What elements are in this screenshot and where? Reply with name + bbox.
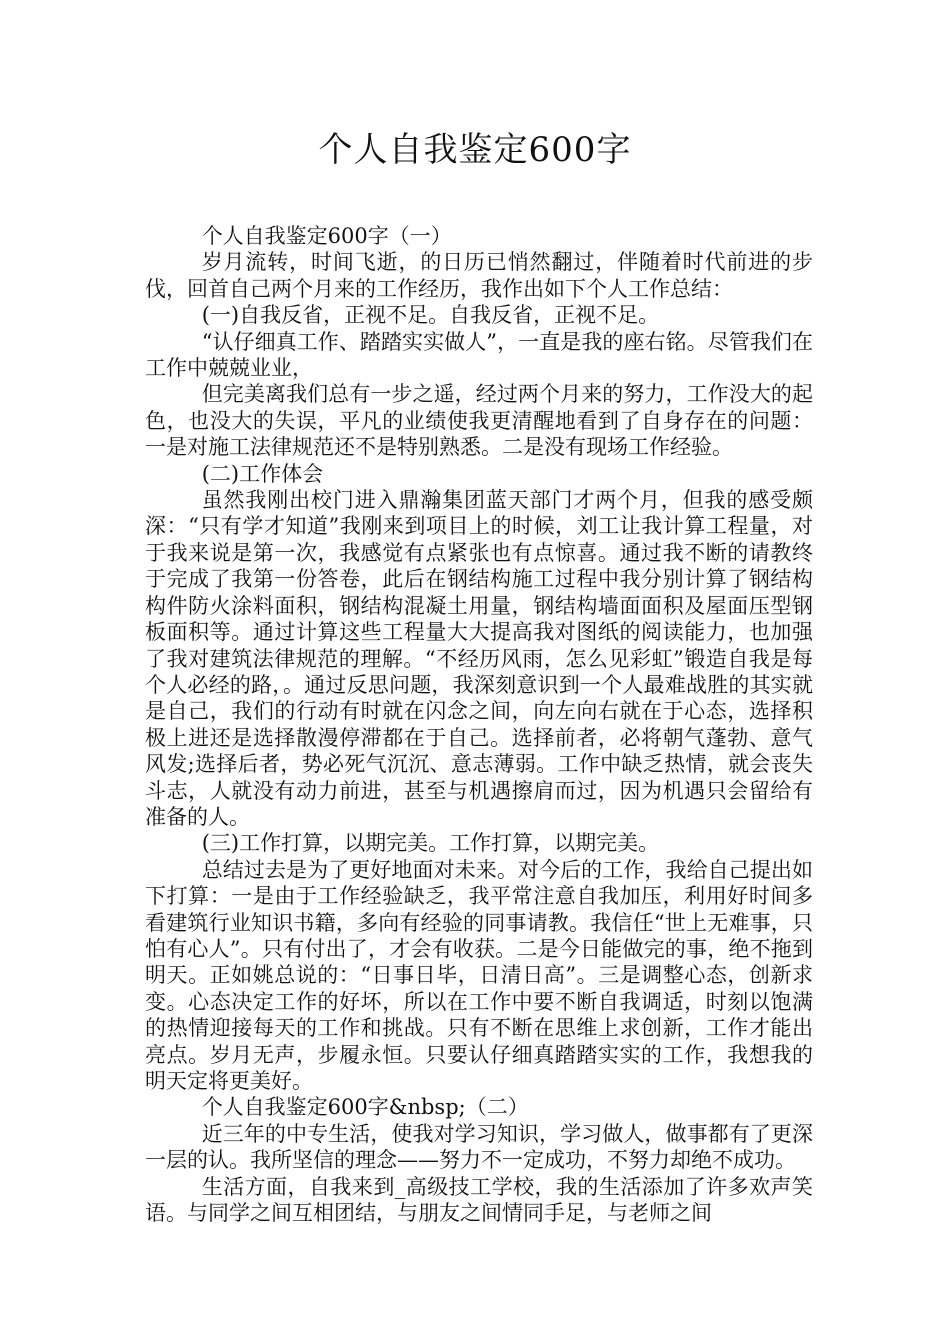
body-paragraph: 总结过去是为了更好地面对未来。对今后的工作，我给自己提出如下打算：一是由于工作经验缺乏，我平常注意自我加压，利用好时间多看建筑行业知识书籍，多向有经验的同事请教。我信任“世上无难事，只怕有心人”。只有付出了，才会有收获。二是今日能做完的事，绝不拖到明天。正如姚总说的：“日事日毕，日清日高”。三是调整心态，创新求变。心态决定工作的好坏，所以在工作中要不断自我调适，时刻以饱满的热情迎接每天的工作和挑战。只有不断在思维上求创新，工作才能出亮点。岁月无声，步履永恒。只要认仔细真踏踏实实的工作，我想我的明天定将更美好。: [145, 857, 813, 1093]
body-paragraph: 岁月流转，时间飞逝，的日历已悄然翻过，伴随着时代前进的步伐，回首自己两个月来的工作经历，我作出如下个人工作总结：: [145, 250, 813, 301]
body-paragraph: 但完美离我们总有一步之遥，经过两个月来的努力，工作没大的起色，也没大的失误，平凡的业绩使我更清醒地看到了自身存在的问题：一是对施工法律规范还不是特别熟悉。二是没有现场工作经验。: [145, 382, 813, 460]
section-heading-one: 个人自我鉴定600字（一）: [201, 224, 452, 248]
subsection-heading: (二)工作体会: [201, 461, 324, 486]
subsection-heading: (一)自我反省，正视不足。自我反省，正视不足。: [201, 303, 660, 328]
subsection-heading: (三)工作打算，以期完美。工作打算，以期完美。: [201, 831, 660, 856]
body-paragraph: 生活方面，自我来到_高级技工学校，我的生活添加了许多欢声笑语。与同学之间互相团结，与朋友之间情同手足，与老师之间: [145, 1174, 813, 1226]
body-paragraph: “认仔细真工作、踏踏实实做人”，一直是我的座右铭。尽管我们在工作中兢兢业业，: [145, 329, 813, 381]
section-heading-two: 个人自我鉴定600字&nbsp;（二）: [201, 1095, 529, 1120]
body-paragraph: 虽然我刚出校门进入鼎瀚集团蓝天部门才两个月，但我的感受颇深：“只有学才知道”我刚来到项目上的时候，刘工让我计算工程量，对于我来说是第一次，我感觉有点紧张也有点惊喜。通过我不断的请教终于完成了我第一份答卷，此后在钢结构施工过程中我分别计算了钢结构构件防火涂料面积，钢结构混凝土用量，钢结构墙面面积及屋面压型钢板面积等。通过计算这些工程量大大提高我对图纸的阅读能力，也加强了我对建筑法律规范的理解。“不经历风雨，怎么见彩虹”锻造自我是每个人必经的路，。通过反思问题，我深刻意识到一个人最难战胜的其实就是自己，我们的行动有时就在闪念之间，向左向右就在于心态，选择积极上进还是选择散漫停滞都在于自己。选择前者，必将朝气蓬勃、意气风发;选择后者，势必死气沉沉、意志薄弱。工作中缺乏热情，就会丧失斗志，人就没有动力前进，甚至与机遇擦肩而过，因为机遇只会留给有准备的人。: [145, 488, 813, 829]
body-paragraph: 近三年的中专生活，使我对学习知识，学习做人，做事都有了更深一层的认。我所坚信的理念——努力不一定成功，不努力却绝不成功。: [145, 1121, 813, 1173]
document-title: 个人自我鉴定600字: [318, 130, 632, 170]
document-body: [145, 223, 813, 1226]
